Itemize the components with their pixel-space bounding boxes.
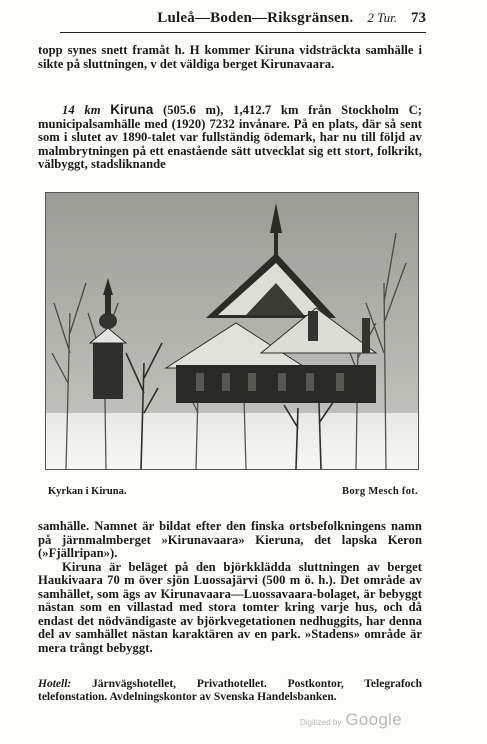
- google-logo: Google: [345, 710, 402, 729]
- church-photo-illustration: [46, 193, 418, 469]
- photo-credit: Borg Mesch fot.: [342, 486, 418, 497]
- paragraph-4-text: Kiruna är beläget på den björkklädda sluttningen av berget Haukivaara 70 m över sjön Luossajärvi (500 m ö. h.). Det område av samhället, som ägs av Kirunavaara—Luossavaara-bolaget, är bebyggt nästan som en villastad med stora tomter kring varje hus, och då endast det nödvändigaste av björkvegetationen nedhuggits, har denna del av samhället nästan karaktären av en park. »Stadens» område är mera trångt bebyggt.: [38, 559, 422, 655]
- distance-marker: 14 km: [62, 103, 101, 117]
- figure-caption: Kyrkan i Kiruna.: [48, 486, 127, 497]
- church-photograph: [45, 192, 419, 470]
- paragraph-continuation: [38, 520, 422, 655]
- paragraph-kiruna-text: [38, 103, 422, 172]
- running-header: [60, 10, 426, 33]
- paragraph-1-text: topp synes snett framåt h. H kommer Kiruna vidsträckta samhälle i sikte på sluttningen, v det väldiga berget Kirunavaara.: [38, 43, 422, 71]
- hotels-note: [38, 678, 422, 703]
- watermark-prefix: Digitized by: [300, 718, 342, 727]
- header-tur: 2 Tur.: [367, 10, 397, 25]
- header-route: Luleå—Boden—Riksgränsen.: [157, 10, 354, 26]
- digitized-watermark: [300, 710, 420, 730]
- paragraph-1: [38, 44, 422, 71]
- page-number: 73: [411, 10, 426, 26]
- figure-caption-row: [48, 486, 418, 497]
- paragraph-kiruna-body: (505.6 m), 1,412.7 km från Stockholm C; municipalsamhälle med (1920) 7232 invånare. På en plats, där så sent som i slutet av 1890-talet var fullständig ödemark, har nu till följd av malmbrytningen på ett enastående sätt utvecklat sig ett stort, folkrikt, välbyggt, stadsliknande: [38, 103, 423, 171]
- hotels-label: Hotell:: [38, 678, 72, 690]
- place-name: Kiruna: [110, 102, 154, 117]
- hotels-text: Järnvägshotellet, Privathotellet. Postkontor, Telegrafoch telefonstation. Avdelningskontor av Svenska Handelsbanken.: [38, 678, 422, 703]
- paragraph-kiruna: [38, 103, 422, 172]
- paragraph-3-text: samhälle. Namnet är bildat efter den finska ortsbefolkningens namn på järnmalmberget »Kirunavaara» Kieruna, det lapska Keron (»Fjällripan»).: [38, 519, 422, 560]
